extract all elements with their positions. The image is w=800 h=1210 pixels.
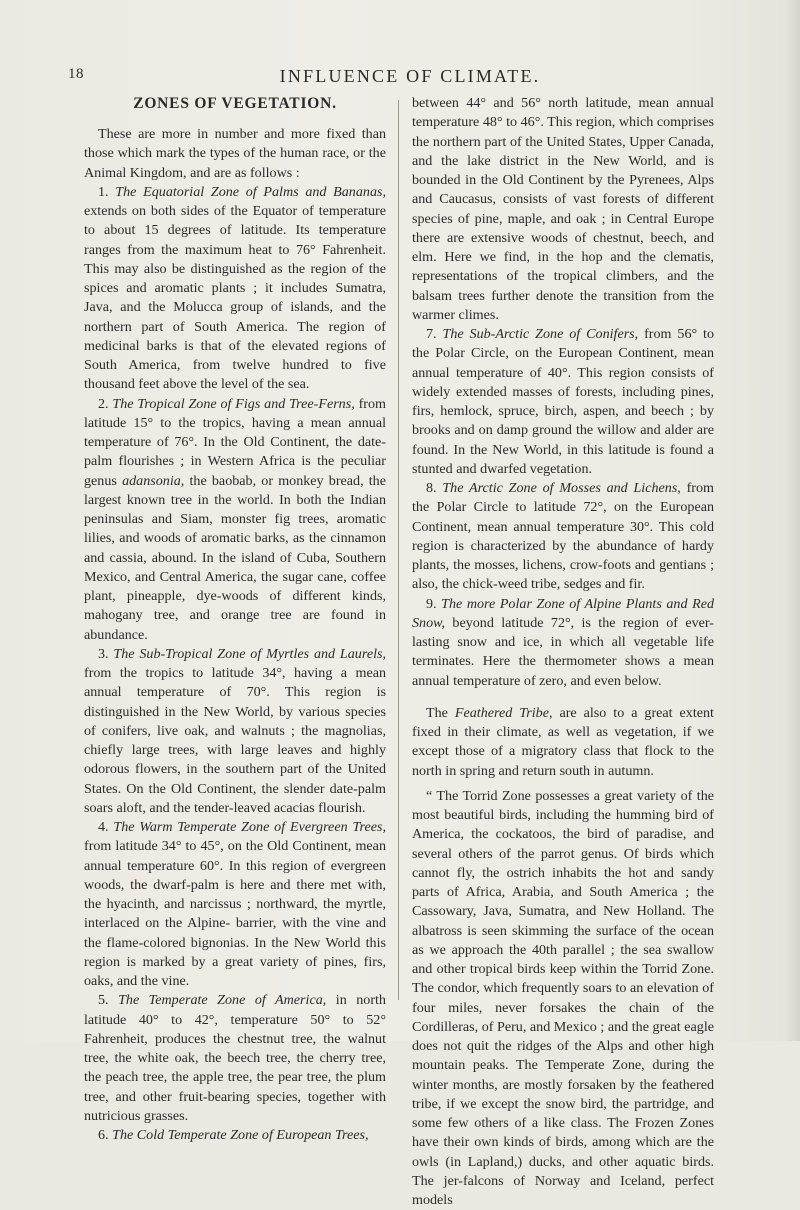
zone-number: 3. — [98, 645, 109, 662]
right-column — [412, 94, 714, 1210]
running-title: INFLUENCE OF CLIMATE. — [279, 66, 541, 86]
zone-number: 5. — [98, 992, 109, 1009]
column-divider — [398, 100, 399, 1000]
zone-number: 4. — [98, 819, 109, 835]
zone-title: The Sub-Tropical Zone of Myrtles and Laurels, — [113, 645, 386, 662]
zone-text: from latitude 34° to 45°, on the Old Continent, mean annual temperature 60°. In this region of evergreen woods, the dwarf-palm is here and there met with, the hyacinth, and narcissus ; northward, the myrtle, interlaced on the Alpine- barrier, with the vine and the flame-colored bignonias. In the New World this region is marked by a great variety of pines, firs, oaks, and the vine. — [84, 838, 386, 989]
zone-paragraph-3 — [84, 645, 386, 818]
section-title: ZONES OF VEGETATION. — [133, 95, 337, 112]
zone-number: 9. — [426, 595, 437, 612]
zone-title: The Tropical Zone of Figs and Tree-Ferns, — [112, 395, 355, 412]
zone-paragraph-7 — [412, 325, 714, 479]
zone-title: The Warm Temperate Zone of Evergreen Trees, — [113, 819, 386, 835]
page-number: 18 — [68, 66, 84, 82]
zone-text: in north latitude 40° to 42°, temperature 50° to 52° Fahrenheit, produces the chestnut tree, the walnut tree, the white oak, the beech tree, the cherry tree, the peach tree, the apple tree, the pear tree, the plum tree, and other fruit-bearing species, together with nutricious grasses. — [84, 992, 386, 1124]
feathered-text: are also to a great extent fixed in their climate, as well as vegetation, if we except those of a migratory class that flock to the north in spring and return south in autumn. — [412, 704, 714, 779]
zone-paragraph-8 — [412, 479, 714, 595]
zone-paragraph-5 — [84, 991, 386, 1126]
zone-text: extends on both sides of the Equator of temperature to about 15 degrees of latitude. Its temperature ranges from the maximum heat to 76° Fahrenheit. This may also be distinguished as the region of the spices and aromatic plants ; it includes Sumatra, Java, and the Molucca group of islands, and the northern part of South America. The region of medicinal barks is that of the elevated regions of South America, from twelve hundred to five thousand feet above the level of the sea. — [84, 203, 386, 393]
zone-6-continuation: between 44° and 56° north latitude, mean annual temperature 48° to 46°. This region, which comprises the northern part of the United States, Upper Canada, and the lake district in the New World, and is bounded in the Old Continent by the Pyrenees, Alps and Caucasus, consists of vast forests of different species of pine, maple, and oak ; in Central Europe there are extensive woods of chestnut, beech, and elm. Here we find, in the hop and the clematis, representations of the tropical climbers, and the balsam trees further denote the transition from the warmer climes. — [412, 95, 714, 323]
zone-paragraph-1 — [84, 183, 386, 395]
intro-paragraph: These are more in number and more fixed than those which mark the types of the human race, or the Animal Kingdom, and are as follows : — [84, 126, 386, 181]
zone-text: from the Polar Circle to latitude 72°, on the European Continent, mean annual temperature 30°. This cold region is characterized by the abundance of hardy plants, the mosses, lichens, crow-foots and gentians ; also, the chick-weed tribe, sedges and fir. — [412, 480, 715, 593]
zone-number: 7. — [426, 326, 437, 342]
quote-paragraph: “ The Torrid Zone possesses a great variety of the most beautiful birds, including the humming bird of America, the cockatoos, the bird of paradise, and several others of the parrot genus. Of birds which cannot fly, the ostrich inhabits the hot and sandy parts of Africa, Arabia, and South America ; the Cassowary, Java, Sumatra, and New Holland. The albatross is seen skimming the surface of the ocean as we approach the 40th parallel ; the sea swallow and other tropical birds keep within the Torrid Zone. The condor, which frequently soars to an elevation of four miles, never forsakes the chain of the Cordilleras, of Peru, and Mexico ; and the great eagle does not quit the ridges of the Alps and other high mountain peaks. The Temperate Zone, during the winter months, are mostly forsaken by the feathered tribe, if we except the snow bird, the partridge, and some few others of a like class. The Frozen Zones have their own kinds of birds, among which are the owls (in Lapland,) ducks, and other aquatic birds. The jer-falcons of Norway and Iceland, perfect models — [412, 787, 714, 1208]
zone-paragraph-2 — [84, 395, 386, 645]
zone-number: 8. — [426, 480, 437, 496]
feathered-intro: The — [426, 704, 448, 721]
zone-text: from 56° to the Polar Circle, on the European Continent, mean annual temperature of 40°. This region consists of widely extended masses of forests, including pines, firs, hemlock, spruce, birch, aspen, and beech ; by brooks and on damp ground the willow and alder are found. In the New World, in this latitude is found a stunted and dwarfed vegetation. — [412, 326, 714, 477]
zone-paragraph-9 — [412, 595, 714, 691]
zone-title: The Cold Temperate Zone of European Trees, — [112, 1127, 369, 1143]
zone-text: from the tropics to latitude 34°, having a mean annual temperature of 70°. This region is distinguished in the New World, by various species of conifers, live oak, and walnuts ; the magnolias, chiefly large trees, with large leaves and highly odorous flowers, in the southern part of the United States. On the Old Continent, the slender date-palm soars aloft, and the tender-leaved acacias flourish. — [84, 665, 386, 816]
zone-text: beyond latitude 72°, is the region of ever-lasting snow and ice, in which all vegetable life terminates. Here the thermometer shows a mean annual temperature of zero, and even below. — [412, 614, 714, 689]
zone-paragraph-6 — [84, 1126, 386, 1145]
zone-paragraph-4 — [84, 818, 386, 991]
zone-title: The Equatorial Zone of Palms and Bananas, — [115, 183, 387, 200]
zone-text: from latitude 15° to the tropics, having a mean annual temperature of 76°. In the Old Continent, the date-palm flourishes ; in Western Africa is the peculiar genus — [84, 395, 386, 489]
feathered-title: Feathered Tribe, — [454, 704, 553, 721]
zone-text-continued: the baobab, or monkey bread, the largest known tree in the world. In both the Indian peninsulas and Siam, monster fig trees, aromatic lilies, and woods of aromatic barks, as the cinnamon and cassia, abound. In the island of Cuba, Southern Mexico, and Central America, the sugar cane, coffee plant, pineapple, dye-woods of different kinds, mahogany tree, and orange tree are found in abundance. — [84, 472, 386, 643]
zone-title: The more Polar Zone of Alpine Plants and Red Snow, — [412, 595, 714, 631]
zone-number: 6. — [98, 1127, 109, 1143]
zone-title: The Temperate Zone of America, — [118, 992, 327, 1009]
zone-number: 2. — [98, 395, 109, 412]
page-edge-shadow — [786, 0, 800, 1041]
feathered-tribe-paragraph — [412, 704, 714, 781]
zone-title: The Arctic Zone of Mosses and Lichens, — [442, 480, 681, 496]
zone-number: 1. — [98, 183, 109, 200]
left-column — [84, 94, 386, 1145]
zone-title: The Sub-Arctic Zone of Conifers, — [442, 326, 639, 342]
genus-name: adansonia, — [122, 472, 185, 489]
